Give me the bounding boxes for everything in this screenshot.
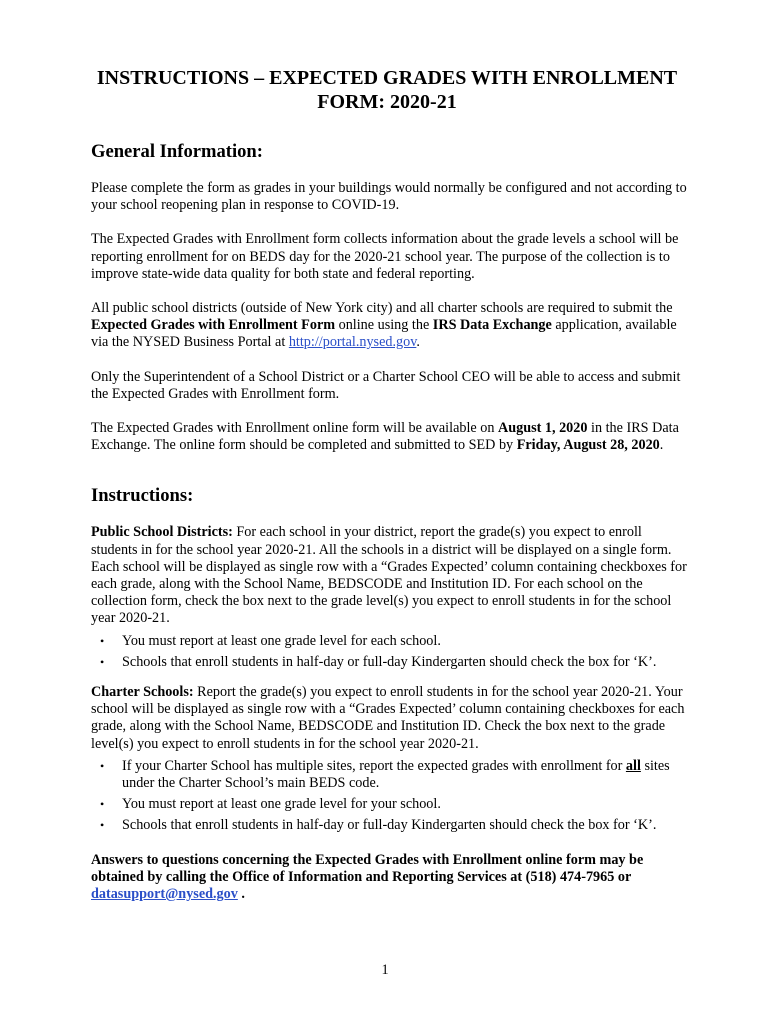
text-segment: All public school districts (outside of New York city) and all charter schools are required to submit the xyxy=(91,300,673,317)
instructions-heading: Instructions: xyxy=(91,485,194,507)
text-segment: . xyxy=(659,437,664,454)
text-segment: For each school in your district, report the grade(s) you expect to enroll students in for the school year 2020-21. All the schools in a district will be displayed on a single form. Each school will be displayed as single row with a “Grades Expected’ column containing checkboxes for each grade, along with the School Name, BEDSCODE and Institution ID. For each school on the collection form, check the box next to the grade level(s) you expect to enroll students in for the school year 2020-21. xyxy=(91,524,687,627)
bullet-icon: • xyxy=(100,797,105,812)
application-name-bold: IRS Data Exchange xyxy=(432,317,552,334)
general-paragraph-dates xyxy=(91,420,691,454)
general-paragraph-covid: Please complete the form as grades in your buildings would normally be configured and not according to your school reopening plan in response to COVID-19. xyxy=(91,180,687,214)
list-item xyxy=(91,758,691,792)
text-segment: The Expected Grades with Enrollment online form will be available on xyxy=(91,420,498,437)
document-page xyxy=(91,66,691,903)
general-information-heading: General Information: xyxy=(91,141,263,162)
general-paragraph-access: Only the Superintendent of a School District or a Charter School CEO will be able to access and submit the Expected Grades with Enrollment form. xyxy=(91,368,681,402)
public-districts-bullet-list xyxy=(91,633,691,671)
charter-schools-label: Charter Schools: xyxy=(91,684,194,701)
bullet-icon: • xyxy=(100,818,105,833)
bullet-icon: • xyxy=(100,758,105,773)
title-line-2: FORM: 2020-21 xyxy=(317,91,457,113)
document-title xyxy=(83,66,691,114)
text-segment: . xyxy=(416,334,420,351)
list-item xyxy=(91,654,691,671)
text-segment: Report the grade(s) you expect to enroll students in for the school year 2020-21. Your school will be displayed as single row with a “Grades Expected’ column containing checkboxes for each grade, along with the School Name, BEDSCODE and Institution ID. Check the box next to the grade level(s) you expect to enroll students in for the school year 2020-21. xyxy=(91,684,685,752)
list-item xyxy=(91,796,691,813)
public-districts-label: Public School Districts: xyxy=(91,524,233,541)
text-segment: in the IRS Data Exchange. The online form should be completed and submitted to SED by xyxy=(91,420,679,454)
text-segment: application, available via the NYSED Business Portal at xyxy=(91,317,677,351)
availability-date-bold: August 1, 2020 xyxy=(497,420,588,437)
form-name-bold: Expected Grades with Enrollment Form xyxy=(91,317,336,334)
text-segment: sites under the Charter School’s main BEDS code. xyxy=(122,757,670,792)
text-segment: If your Charter School has multiple sites, report the expected grades with enrollment for xyxy=(122,757,626,774)
charter-schools-paragraph xyxy=(91,684,691,753)
datasupport-email-link[interactable]: datasupport@nysed.gov xyxy=(91,886,238,903)
list-item-text: You must report at least one grade level for each school. xyxy=(122,632,441,649)
text-segment: . xyxy=(237,886,245,903)
deadline-date-bold: Friday, August 28, 2020 xyxy=(516,437,660,454)
charter-schools-bullet-list xyxy=(91,758,691,835)
general-paragraph-requirement xyxy=(91,300,691,352)
text-segment: online using the xyxy=(335,317,433,334)
business-portal-link[interactable]: http://portal.nysed.gov xyxy=(288,334,417,351)
list-item-text: Schools that enroll students in half-day or full-day Kindergarten should check the box for ‘K’. xyxy=(122,653,657,670)
contact-paragraph xyxy=(91,852,691,904)
text-segment: Answers to questions concerning the Expected Grades with Enrollment online form may be obtained by calling the Office of Information and Reporting Services at (518) 474-7965 or xyxy=(91,851,644,885)
title-line-1: INSTRUCTIONS – EXPECTED GRADES WITH ENROLLMENT xyxy=(96,67,678,89)
list-item-text: Schools that enroll students in half-day or full-day Kindergarten should check the box for ‘K’. xyxy=(122,817,657,834)
page-number: 1 xyxy=(381,962,389,978)
bullet-icon: • xyxy=(100,633,105,648)
list-item xyxy=(91,817,691,834)
bullet-icon: • xyxy=(100,654,105,669)
list-item xyxy=(91,633,691,650)
general-paragraph-purpose: The Expected Grades with Enrollment form collects information about the grade levels a school will be reporting enrollment for on BEDS day for the 2020-21 school year. The purpose of the collection is to improve state-wide data quality for both state and federal reporting. xyxy=(91,231,679,282)
all-emphasis: all xyxy=(625,757,641,774)
public-districts-paragraph xyxy=(91,524,691,627)
list-item-text: You must report at least one grade level for your school. xyxy=(122,796,441,813)
